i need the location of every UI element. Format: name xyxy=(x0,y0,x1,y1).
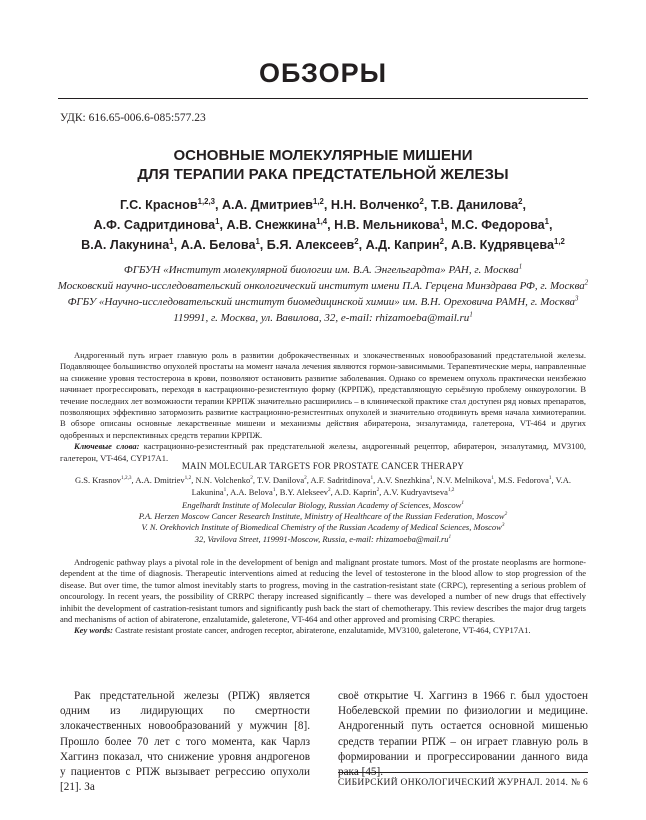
author-en: N.N. Volchenko$^2$ xyxy=(195,475,253,485)
affiliations-ru xyxy=(40,262,606,326)
author-en: A.V. Snezhkina$^1$ xyxy=(376,475,433,485)
abstract-en xyxy=(60,557,586,637)
keywords-en-label: Key words: xyxy=(74,625,113,636)
author: Н.Н. Волченко$^2$ xyxy=(330,196,424,212)
author: А.Д. Каприн$^2$ xyxy=(365,236,444,252)
author: В.А. Лакунина$^1$ xyxy=(81,236,174,252)
header-rule xyxy=(58,98,588,99)
author-en: N.V. Melnikova$^1$ xyxy=(436,475,494,485)
affiliations-en xyxy=(58,500,588,545)
udk-code: УДК: 616.65-006.6-085:577.23 xyxy=(60,112,206,124)
keywords-en-text: Castrate resistant prostate cancer, androgen receptor, abiraterone, enzalutamide, MV3100, galeterone, VT-464, CYP17A1. xyxy=(115,625,531,636)
section-heading: ОБЗОРЫ xyxy=(258,58,388,88)
authors-en: G.S. Krasnov$^{1,2,3}$, A.A. Dmitriev$^{1,2}$, N.N. Volchenko$^2$, T.V. Danilova$^2$, A.F. Sadritdinova$^1$, A.V. Snezhkina$^1$, N.V. Melnikova$^1$, M.S. Fedorova$^1$, V.A. Lakunina$^1$, A.A. Belova$^1$, B.Y. Alekseev$^2$, A.D. Kaprin$^2$, A.V. Kudryavtseva$^{1,2}$ xyxy=(74,475,572,497)
author: Г.С. Краснов$^{1,2,3}$ xyxy=(120,196,215,212)
author: А.А. Белова$^1$ xyxy=(180,236,260,252)
author: Н.В. Мельникова$^1$ xyxy=(334,216,445,232)
affiliation-address: 119991, г. Москва, ул. Вавилова, 32, e-mail: $rhizamoeba@mail.ru^1$ xyxy=(173,311,473,324)
article-title-en: MAIN MOLECULAR TARGETS FOR PROSTATE CANCER THERAPY xyxy=(181,461,465,471)
body-column-right xyxy=(338,689,588,780)
author-en: T.V. Danilova$^2$ xyxy=(256,475,307,485)
authors-line: В.А. Лакунина$^1$, А.А. Белова$^1$, Б.Я. Алексеев$^2$, А.Д. Каприн$^2$, А.В. Кудрявцева$^{1,2}$ xyxy=(81,236,565,252)
keywords-en xyxy=(60,625,586,636)
affiliation-en-address: 32, Vavilova Street, 119991-Moscow, Russia, e-mail: $rhizamoeba@mail.ru^1$ xyxy=(194,533,452,544)
body-paragraph: своё открытие Ч. Хаггинз в 1966 г. был удостоен Нобелевской премии по физиологии и медицине. Андрогенный путь остается основной мишенью средств терапии РПЖ – он играет главную роль в формировании и прогрессировании данного вида рака [45]. xyxy=(338,690,588,779)
author: А.В. Снежкина$^{1,4}$ xyxy=(226,216,328,232)
authors-line: Г.С. Краснов$^{1,2,3}$, А.А. Дмитриев$^{1,2}$, Н.Н. Волченко$^2$, Т.В. Данилова$^2$, xyxy=(120,196,526,212)
authors-ru xyxy=(0,195,646,255)
body-column-left xyxy=(60,689,310,795)
author-en: A.A. Belova$^1$ xyxy=(230,486,276,497)
affiliation: ФГБУН «Институт молекулярной биологии им. В.А. Энгельгардта» РАН, г. Москва$^1$ xyxy=(123,263,523,276)
author-en: A.F. Sadritdinova$^1$ xyxy=(310,475,374,485)
article-title xyxy=(0,146,646,184)
author-en: B.Y. Alekseev$^2$ xyxy=(279,486,331,497)
journal-footer: СИБИРСКИЙ ОНКОЛОГИЧЕСКИЙ ЖУРНАЛ. 2014. № 6 xyxy=(337,778,588,788)
article-title-line-2: ДЛЯ ТЕРАПИИ РАКА ПРЕДСТАТЕЛЬНОЙ ЖЕЛЕЗЫ xyxy=(137,166,509,183)
author: Б.Я. Алексеев$^2$ xyxy=(266,236,359,252)
author-en: V.A. Lakunina$^1$ xyxy=(191,475,572,497)
abstract-ru xyxy=(60,350,586,464)
footer-rule xyxy=(338,772,588,773)
author: А.Ф. Садритдинова$^1$ xyxy=(93,216,220,232)
affiliation-en: V. N. Orekhovich Institute of Biomedical Chemistry of the Russian Academy of Medical Sciences, Moscow$^3$ xyxy=(141,522,505,533)
author: А.В. Кудрявцева$^{1,2}$ xyxy=(450,236,565,252)
author-en: G.S. Krasnov$^{1,2,3}$ xyxy=(74,475,132,485)
affiliation-en: Engelhardt Institute of Molecular Biology, Russian Academy of Sciences, Moscow$^1$ xyxy=(182,500,464,510)
author-en: A.D. Kaprin$^2$ xyxy=(334,486,380,497)
author-en: M.S. Fedorova$^1$ xyxy=(498,475,552,485)
keywords-ru-label: Ключевые слова: xyxy=(74,441,140,452)
article-title-line-1: ОСНОВНЫЕ МОЛЕКУЛЯРНЫЕ МИШЕНИ xyxy=(173,147,473,164)
author: М.С. Федорова$^1$ xyxy=(451,216,549,232)
body-paragraph: Рак предстательной железы (РПЖ) является одним из лидирующих по смертности злокачественных новообразований у мужчин [8]. Прошло более 70 лет с того момента, как Чарлз Хаггинз показал, что снижение уровня андрогенов у пациентов с РПЖ вызывает регрессию опухоли [21]. За xyxy=(60,690,310,794)
author: А.А. Дмитриев$^{1,2}$ xyxy=(221,196,324,212)
author: Т.В. Данилова$^2$ xyxy=(430,196,523,212)
keywords-ru-text: кастрационно-резистентный рак предстательной железы, андрогенный рецептор, абиратерон, энзалутамид, MV3100, галетерон, VT-464, CYP17A1. xyxy=(60,441,586,463)
abstract-ru-text: Андрогенный путь играет главную роль в развитии доброкачественных и злокачественных новообразований предстательной железы. Подавляющее большинство опухолей простаты на момент начала лечения являются гормон-зависимыми. Терапевтические меры, направленные на снижение уровня тестостерона в крови, позволяют остановить развитие заболевания. Однако со временем опухоль практически неизбежно начинает прогрессировать, переходя в кастрационно-резистентную форму (КРРПЖ), представляющую серьёзную проблему онкоурологии. В течение последних лет возможности терапии КРРПЖ значительно расширились – в клинической практике стал доступен ряд новых препаратов, позволяющих эффективно затормозить развитие кастрационно-резистентных опухолей и значительно отодвинуть время начала химиотерапии. В обзоре описаны основные лекарственные мишени и механизмы действия абиратерона, энзалутамида, галетерона, VT-464 и других одобренных и перспективных средств терапии КРРПЖ. xyxy=(60,350,586,440)
author-en: A.A. Dmitriev$^{1,2}$ xyxy=(135,475,192,485)
affiliation: ФГБУ «Научно-исследовательский институт биомедицинской химии» им. В.Н. Ореховича РАМН, г. Москва$^3$ xyxy=(67,295,579,308)
author-en: A.V. Kudryavtseva$^{1,2}$ xyxy=(383,486,455,497)
authors-line: А.Ф. Садритдинова$^1$, А.В. Снежкина$^{1,4}$, Н.В. Мельникова$^1$, М.С. Федорова$^1$, xyxy=(93,216,553,232)
abstract-en-text: Androgenic pathway plays a pivotal role in the development of benign and malignant prostate tumors. Most of the prostate neoplasms are hormone-dependent at the time of diagnosis. Therapeutic interventions aimed at reducing the level of testosterone in the blood allow to stop progression of the disease. But over time, the tumor almost inevitably starts to progress, moving in the castration-resistant state (CRPC), representing a serious problem of oncourology. In recent years, the possibility of CRRPC therapy increased significantly – there was developed a number of new drugs that effectively inhibit the development of castration-resistant tumors and significantly push back the start of chemotherapy. This review describes the major drug targets and mechanisms of action of abiraterone, enzalutamide, galeterone, VT-464 and other approved and promising CRPC therapies. xyxy=(60,557,586,625)
affiliation-en: P.A. Herzen Moscow Cancer Research Institute, Ministry of Healthcare of the Russian Federation, Moscow$^2$ xyxy=(138,511,508,522)
affiliation: Московский научно-исследовательский онкологический институт имени П.А. Герцена Минздрава РФ, г. Москва$^2$ xyxy=(57,279,589,292)
